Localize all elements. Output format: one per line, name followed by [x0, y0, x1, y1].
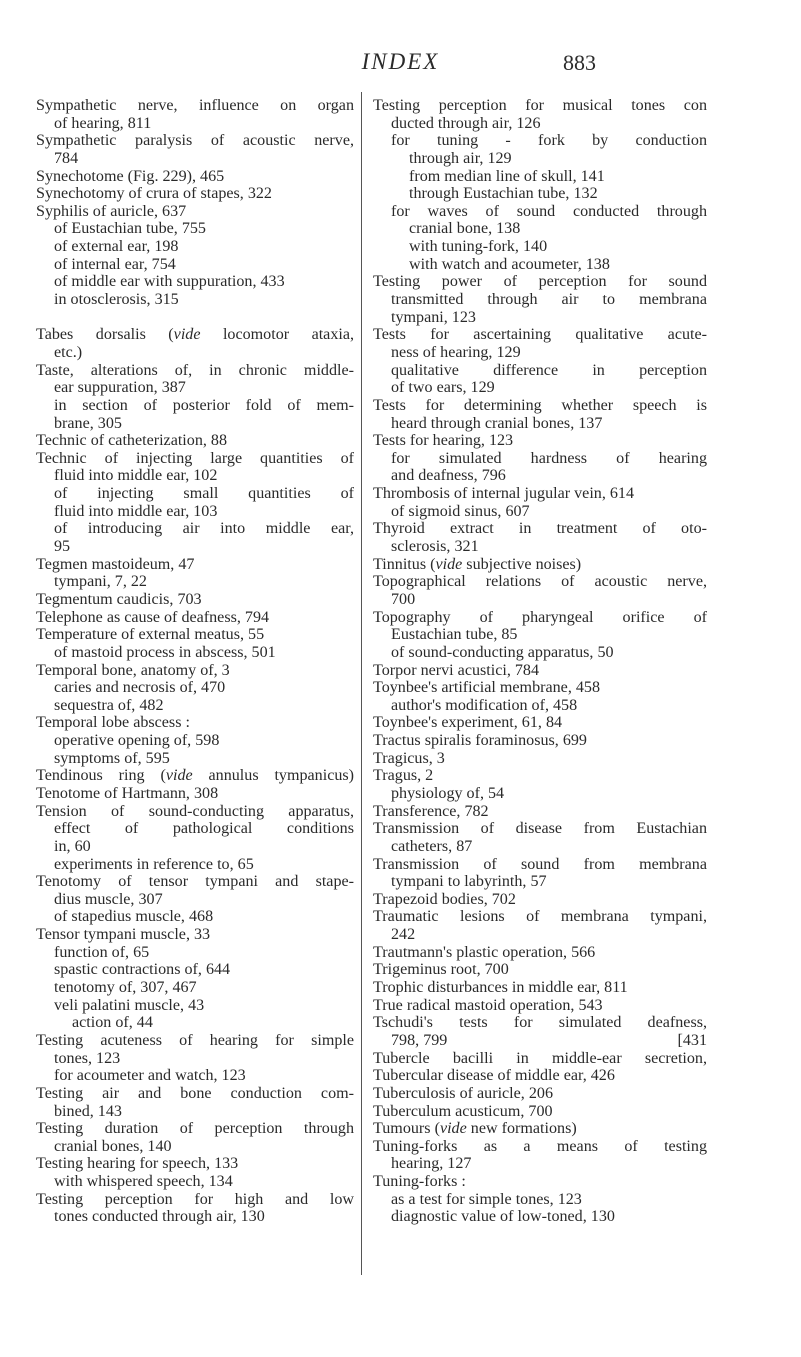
index-subentry: of external ear, 198 — [54, 238, 179, 256]
index-subentry: of Eustachian tube, 755 — [54, 220, 206, 238]
index-subentry: in, 60 — [54, 837, 91, 855]
left-column — [36, 97, 354, 1226]
index-entry — [36, 767, 354, 785]
index-entry: Toynbee's experiment, 61, 84 — [373, 714, 563, 732]
index-entry: Tests for hearing, 123 — [373, 432, 514, 450]
index-entry: Telephone as cause of deafness, 794 — [36, 608, 270, 626]
index-subentry: with tuning-fork, 140 — [409, 238, 548, 256]
index-entry: Tuning-forks : — [373, 1173, 466, 1191]
index-subentry: diagnostic value of low-toned, 130 — [391, 1208, 615, 1226]
entry-text-italic: vide — [435, 555, 463, 573]
index-subentry: 95 — [54, 538, 71, 556]
index-entry: Testing air and bone conduction com- — [36, 1084, 354, 1102]
index-entry: Trapezoid bodies, 702 — [373, 890, 516, 908]
index-subentry: operative opening of, 598 — [54, 732, 220, 750]
index-subentry: caries and necrosis of, 470 — [54, 679, 226, 697]
index-entry: Tschudi's tests for simulated deafness, — [373, 1014, 707, 1032]
index-entry: Tuberculum acusticum, 700 — [373, 1102, 553, 1120]
index-entry: Torpor nervi acustici, 784 — [373, 661, 540, 679]
page-title: INDEX — [361, 49, 440, 74]
index-entry: Testing acuteness of hearing for simple — [36, 1031, 354, 1049]
index-entry: Testing perception for high and low — [36, 1190, 354, 1208]
index-subentry: ness of hearing, 129 — [391, 343, 521, 361]
index-entry: Tests for ascertaining qualitative acute- — [373, 326, 707, 344]
index-subentry: sclerosis, 321 — [391, 538, 479, 556]
index-subentry: tones, 123 — [54, 1049, 121, 1067]
index-entry: Tension of sound-conducting apparatus, — [36, 802, 354, 820]
index-subentry: fluid into middle ear, 103 — [54, 502, 218, 520]
index-entry: Tensor tympani muscle, 33 — [36, 926, 211, 944]
index-subentry: for acoumeter and watch, 123 — [54, 1067, 246, 1085]
index-subentry: of stapedius muscle, 468 — [54, 908, 214, 926]
entry-text: Tendinous ring ( — [36, 767, 166, 785]
index-subentry: 700 — [391, 590, 416, 608]
entry-text: Tumours ( — [373, 1120, 440, 1138]
index-subentry: qualitative difference in perception — [391, 361, 707, 379]
index-subentry: fluid into middle ear, 102 — [54, 467, 218, 485]
index-subentry: function of, 65 — [54, 943, 150, 961]
index-entry: Sympathetic paralysis of acoustic nerve, — [36, 132, 354, 150]
index-subentry: ducted through air, 126 — [391, 114, 541, 132]
index-entry: Taste, alterations of, in chronic middle- — [36, 361, 354, 379]
index-subentry: through Eustachian tube, 132 — [409, 185, 598, 203]
index-subentry: in otosclerosis, 315 — [54, 291, 179, 309]
index-entry: Tubercle bacilli in middle-ear secretion, — [373, 1049, 707, 1067]
column-divider — [361, 92, 362, 1275]
index-subentry: sequestra of, 482 — [54, 696, 164, 714]
index-subentry: for tuning - fork by conduction — [391, 132, 707, 150]
index-subentry: ear suppuration, 387 — [54, 379, 186, 397]
index-subentry: veli palatini muscle, 43 — [54, 996, 205, 1014]
index-subentry: hearing, 127 — [391, 1155, 472, 1173]
entry-text: Tabes dorsalis ( — [36, 326, 174, 344]
index-entry: Trautmann's plastic operation, 566 — [373, 943, 596, 961]
index-subentry: of internal ear, 754 — [54, 255, 176, 273]
index-subentry: experiments in reference to, 65 — [54, 855, 254, 873]
index-subentry: tympani, 7, 22 — [54, 573, 147, 591]
index-subentry: and deafness, 796 — [391, 467, 506, 485]
index-entry: Thrombosis of internal jugular vein, 614 — [373, 485, 635, 503]
index-subentry: with whispered speech, 134 — [54, 1173, 233, 1191]
index-entry — [36, 326, 354, 344]
index-entry: Technic of catheterization, 88 — [36, 432, 228, 450]
index-entry: True radical mastoid operation, 543 — [373, 996, 603, 1014]
entry-text-italic: vide — [165, 767, 193, 785]
index-entry: Transmission of disease from Eustachian — [373, 820, 707, 838]
index-entry: Tragus, 2 — [373, 767, 434, 785]
index-subentry: in section of posterior fold of mem- — [54, 396, 354, 414]
index-entry: Thyroid extract in treatment of oto- — [373, 520, 707, 538]
index-entry: Tuberculosis of auricle, 206 — [373, 1084, 553, 1102]
right-column — [373, 97, 707, 1226]
index-subentry: transmitted through air to membrana — [391, 291, 707, 309]
index-entry: Trigeminus root, 700 — [373, 961, 509, 979]
index-entry: Tegmentum caudicis, 703 — [36, 590, 202, 608]
index-subentry: effect of pathological conditions — [54, 820, 354, 838]
index-entry: Tuning-forks as a means of testing — [373, 1137, 707, 1155]
index-subentry: etc.) — [54, 343, 83, 361]
index-entry: Temporal lobe abscess : — [36, 714, 190, 732]
index-entry — [373, 1120, 707, 1138]
index-entry: Transference, 782 — [373, 802, 489, 820]
index-subentry: author's modification of, 458 — [391, 696, 578, 714]
index-entry — [373, 556, 707, 574]
index-subentry: tenotomy of, 307, 467 — [54, 979, 197, 997]
index-entry: Tubercular disease of middle ear, 426 — [373, 1067, 615, 1085]
index-subentry: 242 — [391, 926, 416, 944]
index-subentry: for simulated hardness of hearing — [391, 449, 707, 467]
index-subentry: spastic contractions of, 644 — [54, 961, 231, 979]
index-entry: Tragicus, 3 — [373, 749, 445, 767]
running-header — [0, 47, 801, 79]
index-entry: Topographical relations of acoustic nerve, — [373, 573, 707, 591]
index-subentry: Eustachian tube, 85 — [391, 626, 518, 644]
index-entry: Testing power of perception for sound — [373, 273, 707, 291]
index-subentry: catheters, 87 — [391, 837, 473, 855]
index-entry: Tests for determining whether speech is — [373, 396, 707, 414]
index-subentry: tones conducted through air, 130 — [54, 1208, 265, 1226]
entry-text: locomotor ataxia, — [200, 326, 354, 344]
index-subentry: symptoms of, 595 — [54, 749, 170, 767]
index-subentry: brane, 305 — [54, 414, 122, 432]
entry-text: 798, 799 — [391, 1031, 448, 1049]
entry-text: Tinnitus ( — [373, 555, 436, 573]
index-subentry: heard through cranial bones, 137 — [391, 414, 603, 432]
entry-gap — [36, 309, 354, 327]
index-subentry: for waves of sound conducted through — [391, 202, 707, 220]
index-subentry: from median line of skull, 141 — [409, 167, 605, 185]
index-subentry: of sigmoid sinus, 607 — [391, 502, 530, 520]
index-subentry: through air, 129 — [409, 149, 512, 167]
index-entry: Tegmen mastoideum, 47 — [36, 555, 195, 573]
index-entry: Toynbee's artificial membrane, 458 — [373, 679, 601, 697]
index-entry: Tenotome of Hartmann, 308 — [36, 784, 219, 802]
index-entry: Testing perception for musical tones con — [373, 97, 707, 114]
index-subentry: 784 — [54, 149, 79, 167]
index-subentry: dius muscle, 307 — [54, 890, 163, 908]
index-entry: Temporal bone, anatomy of, 3 — [36, 661, 230, 679]
signature-mark: [431 — [677, 1031, 707, 1049]
index-subentry — [373, 1032, 707, 1050]
index-entry: Synechotomy of crura of stapes, 322 — [36, 185, 272, 203]
index-subentry: tympani to labyrinth, 57 — [391, 873, 547, 891]
index-subentry: of sound-conducting apparatus, 50 — [391, 643, 614, 661]
index-subentry: bined, 143 — [54, 1102, 122, 1120]
index-subentry: as a test for simple tones, 123 — [391, 1190, 582, 1208]
index-subentry: action of, 44 — [72, 1014, 153, 1032]
entry-text: subjective noises) — [462, 555, 582, 573]
entry-text: new formations) — [466, 1120, 577, 1138]
index-subentry: physiology of, 54 — [391, 784, 505, 802]
index-subentry: of middle ear with suppuration, 433 — [54, 273, 285, 291]
page-number: 883 — [563, 50, 596, 75]
entry-text-italic: vide — [173, 326, 201, 344]
index-entry: Synechotome (Fig. 229), 465 — [36, 167, 225, 185]
index-entry: Transmission of sound from membrana — [373, 855, 707, 873]
index-subentry: cranial bone, 138 — [409, 220, 521, 238]
index-entry: Topography of pharyngeal orifice of — [373, 608, 707, 626]
index-entry: Temperature of external meatus, 55 — [36, 626, 265, 644]
entry-text: annulus tympanicus) — [192, 767, 354, 785]
index-entry: Testing duration of perception through — [36, 1120, 354, 1138]
index-entry: Syphilis of auricle, 637 — [36, 202, 187, 220]
index-entry: Tractus spiralis foraminosus, 699 — [373, 732, 587, 750]
index-entry: Testing hearing for speech, 133 — [36, 1155, 239, 1173]
index-entry: Trophic disturbances in middle ear, 811 — [373, 979, 628, 997]
index-subentry: of introducing air into middle ear, — [54, 520, 354, 538]
index-entry: Tenotomy of tensor tympani and stape- — [36, 873, 354, 891]
entry-text-italic: vide — [439, 1120, 467, 1138]
index-entry: Technic of injecting large quantities of — [36, 449, 354, 467]
index-subentry: of mastoid process in abscess, 501 — [54, 643, 276, 661]
index-subentry: with watch and acoumeter, 138 — [409, 255, 610, 273]
index-subentry: of injecting small quantities of — [54, 485, 354, 503]
index-subentry: cranial bones, 140 — [54, 1137, 172, 1155]
index-subentry: of hearing, 811 — [54, 114, 152, 132]
index-entry: Sympathetic nerve, influence on organ — [36, 97, 354, 114]
index-subentry: tympani, 123 — [391, 308, 476, 326]
index-subentry: of two ears, 129 — [391, 379, 495, 397]
index-entry: Traumatic lesions of membrana tympani, — [373, 908, 707, 926]
